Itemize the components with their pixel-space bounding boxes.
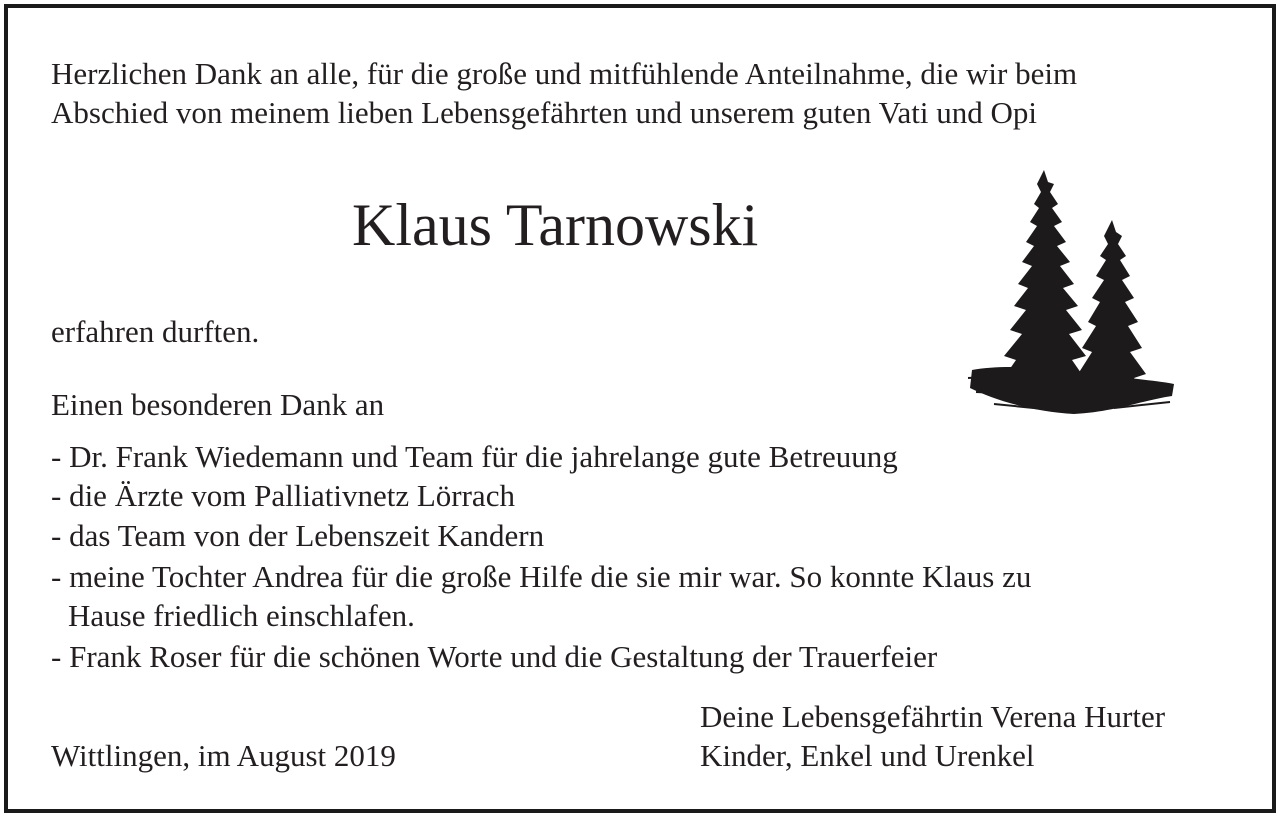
- thanks-item-4-continued: Hause friedlich einschlafen.: [68, 598, 415, 633]
- signature-line-2: Kinder, Enkel und Urenkel: [700, 738, 1035, 773]
- intro-line-2: Abschied von meinem lieben Lebensgefährten und unserem guten Vati und Opi: [51, 95, 1038, 130]
- thanks-item-1: - Dr. Frank Wiedemann und Team für die jahrelange gute Betreuung: [51, 439, 898, 474]
- notice-frame: [4, 4, 1276, 813]
- thanks-item-5: - Frank Roser für die schönen Worte und die Gestaltung der Trauerfeier: [51, 639, 938, 674]
- after-name-text: erfahren durften.: [51, 314, 260, 349]
- deceased-name: Klaus Tarnowski: [352, 192, 759, 258]
- fir-trees-icon: [964, 164, 1176, 416]
- thanks-item-2: - die Ärzte vom Palliativnetz Lörrach: [51, 478, 515, 513]
- intro-line-1: Herzlichen Dank an alle, für die große und mitfühlende Anteilnahme, die wir beim: [51, 56, 1078, 91]
- thanks-item-4: - meine Tochter Andrea für die große Hilfe die sie mir war. So konnte Klaus zu: [51, 559, 1032, 594]
- signature-line-1: Deine Lebensgefährtin Verena Hurter: [700, 699, 1166, 734]
- place-date: Wittlingen, im August 2019: [51, 738, 396, 773]
- thanks-item-3: - das Team von der Lebenszeit Kandern: [51, 518, 545, 553]
- thanks-heading: Einen besonderen Dank an: [51, 387, 385, 422]
